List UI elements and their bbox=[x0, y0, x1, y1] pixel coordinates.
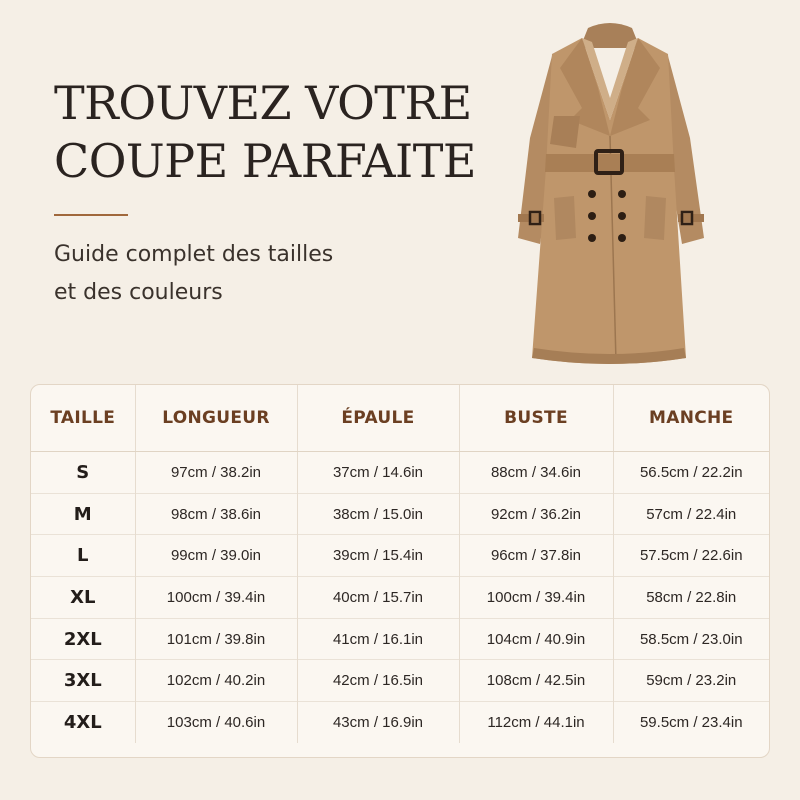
subtitle-line-2: et des couleurs bbox=[54, 280, 223, 305]
title-line-1: TROUVEZ VOTRE bbox=[54, 76, 472, 130]
cell-manche: 57cm / 22.4in bbox=[613, 493, 769, 535]
subtitle bbox=[54, 236, 333, 312]
cell-epaule: 38cm / 15.0in bbox=[297, 493, 459, 535]
cell-buste: 112cm / 44.1in bbox=[459, 702, 613, 743]
column-header-taille: TAILLE bbox=[31, 385, 135, 452]
cell-buste: 88cm / 34.6in bbox=[459, 452, 613, 494]
cell-manche: 58.5cm / 23.0in bbox=[613, 618, 769, 660]
cell-longueur: 97cm / 38.2in bbox=[135, 452, 297, 494]
table-row bbox=[31, 493, 769, 535]
cell-longueur: 101cm / 39.8in bbox=[135, 618, 297, 660]
table-row bbox=[31, 702, 769, 743]
cell-epaule: 39cm / 15.4in bbox=[297, 535, 459, 577]
cell-buste: 100cm / 39.4in bbox=[459, 577, 613, 619]
size-chart-table bbox=[31, 385, 769, 743]
cell-buste: 104cm / 40.9in bbox=[459, 618, 613, 660]
cell-manche: 59cm / 23.2in bbox=[613, 660, 769, 702]
cell-size: 2XL bbox=[31, 618, 135, 660]
table-row bbox=[31, 618, 769, 660]
cell-size: 3XL bbox=[31, 660, 135, 702]
cell-manche: 56.5cm / 22.2in bbox=[613, 452, 769, 494]
cell-epaule: 41cm / 16.1in bbox=[297, 618, 459, 660]
cell-manche: 59.5cm / 23.4in bbox=[613, 702, 769, 743]
table-row bbox=[31, 535, 769, 577]
cell-buste: 96cm / 37.8in bbox=[459, 535, 613, 577]
cell-epaule: 40cm / 15.7in bbox=[297, 577, 459, 619]
column-header-manche: MANCHE bbox=[613, 385, 769, 452]
cell-longueur: 98cm / 38.6in bbox=[135, 493, 297, 535]
cell-size: S bbox=[76, 461, 90, 483]
cell-longueur: 100cm / 39.4in bbox=[135, 577, 297, 619]
table-header-row bbox=[31, 385, 769, 452]
cell-size: 4XL bbox=[31, 702, 135, 743]
cell-size: XL bbox=[31, 577, 135, 619]
cell-manche: 57.5cm / 22.6in bbox=[613, 535, 769, 577]
cell-epaule: 42cm / 16.5in bbox=[297, 660, 459, 702]
table-row bbox=[31, 577, 769, 619]
column-header-buste: BUSTE bbox=[459, 385, 613, 452]
cell-size: M bbox=[31, 493, 135, 535]
cell-size: L bbox=[31, 535, 135, 577]
title-divider bbox=[54, 214, 128, 216]
column-header-epaule: ÉPAULE bbox=[297, 385, 459, 452]
cell-epaule: 37cm / 14.6in bbox=[297, 452, 459, 494]
cell-buste: 92cm / 36.2in bbox=[459, 493, 613, 535]
cell-epaule: 43cm / 16.9in bbox=[297, 702, 459, 743]
table-row bbox=[31, 660, 769, 702]
subtitle-line-1: Guide complet des tailles bbox=[54, 242, 334, 267]
trench-coat-image bbox=[490, 8, 730, 378]
size-chart-card bbox=[30, 384, 770, 758]
title-line-2: COUPE PARFAITE bbox=[54, 134, 476, 188]
page-title bbox=[54, 74, 476, 190]
cell-longueur: 102cm / 40.2in bbox=[135, 660, 297, 702]
column-header-longueur: LONGUEUR bbox=[135, 385, 297, 452]
cell-longueur: 99cm / 39.0in bbox=[135, 535, 297, 577]
cell-buste: 108cm / 42.5in bbox=[459, 660, 613, 702]
cell-manche: 58cm / 22.8in bbox=[613, 577, 769, 619]
table-row bbox=[31, 452, 769, 494]
cell-longueur: 103cm / 40.6in bbox=[135, 702, 297, 743]
